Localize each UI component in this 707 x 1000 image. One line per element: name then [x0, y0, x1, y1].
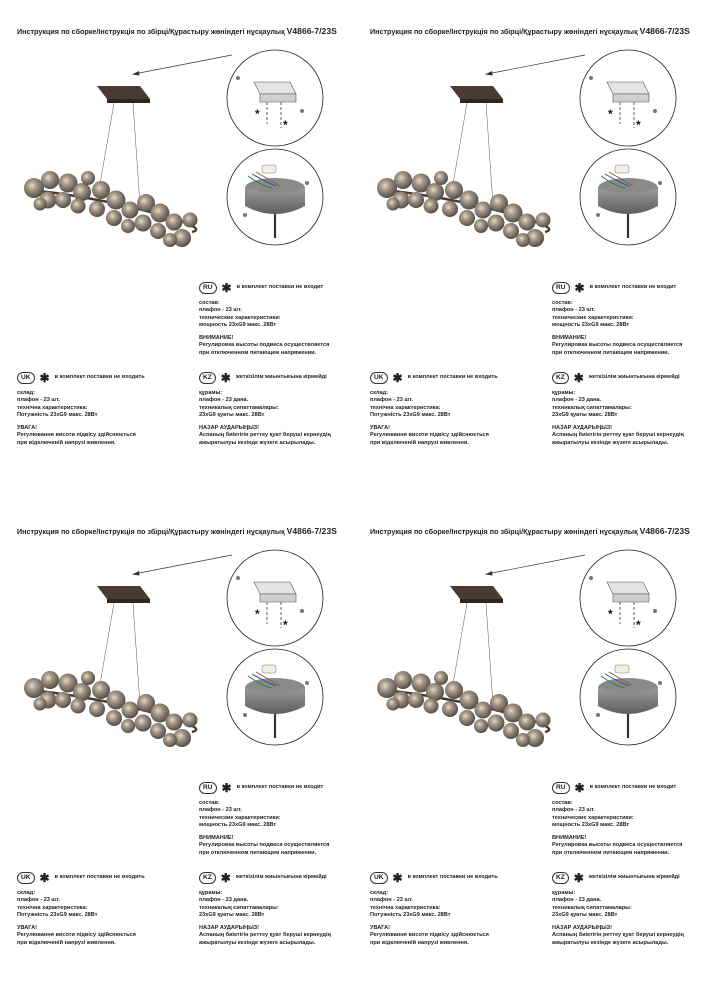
- warning-line-1: Аспаның биіктігін реттеу қуат беруші кернеудің: [199, 932, 331, 939]
- warning-title: ВНИМАНИЕ!: [552, 834, 587, 841]
- kz-section: [199, 372, 331, 447]
- specs-label: техникалық сипаттамалары:: [199, 404, 279, 411]
- warning-title: НАЗАР АУДАРЫҢЫЗ!: [552, 924, 613, 931]
- specs-label: техникалық сипаттамалары:: [552, 404, 632, 411]
- title-text: Инструкция по сборке/Інструкція по збірці/Құрастыру жөніндегі нұсқаулық: [370, 527, 638, 536]
- star-mark-icon: *: [608, 107, 613, 121]
- ceiling-bracket-detail: [580, 50, 676, 146]
- warning-title: УВАГА!: [17, 424, 38, 431]
- warning-line-1: Регулювання висоти підвісу здійснюється: [370, 932, 489, 939]
- lang-badge-ru: RU: [199, 782, 217, 794]
- shade-count: плафон - 23 шт.: [199, 807, 242, 814]
- ceiling-plate: [450, 86, 503, 103]
- warning-line-2: при відключеній напрузі живлення.: [370, 439, 469, 446]
- power-spec: мощность 23xG9 макс. 28Вт: [199, 822, 277, 829]
- specs-label: технические характеристики:: [199, 814, 281, 821]
- kz-section: [199, 872, 331, 947]
- uk-section: [17, 872, 145, 947]
- star-mark-icon: *: [283, 118, 288, 132]
- not-included-note: жеткізілім жиынтығына кірмейді: [235, 374, 327, 381]
- star-mark-icon: *: [283, 618, 288, 632]
- chandelier-illustration: [0, 500, 353, 760]
- power-spec: 23xG9 қуаты макс. 28Вт: [552, 412, 618, 419]
- lang-badge-uk: UK: [370, 372, 388, 384]
- not-included-note: в комплект поставки не входить: [407, 374, 498, 381]
- composition-label: склад:: [370, 890, 389, 896]
- warning-line-2: ажыратылуы кезінде жүзеге асырылады.: [552, 439, 669, 446]
- warning-line-2: при отключенном питающем напряжении.: [199, 849, 317, 856]
- ceiling-plate: [450, 586, 503, 603]
- warning-line-2: при отключенном питающем напряжении.: [199, 349, 317, 356]
- not-included-note: жеткізілім жиынтығына кірмейді: [588, 874, 680, 881]
- instruction-panel: [353, 0, 706, 500]
- not-included-note: в комплект поставки не входит: [236, 284, 324, 291]
- lang-badge-kz: KZ: [199, 372, 216, 384]
- detail-arrow: [485, 55, 585, 76]
- shade-count: плафон - 23 шт.: [199, 307, 242, 314]
- ru-section: [199, 782, 329, 857]
- star-mark-icon: ✱: [573, 371, 584, 385]
- lang-badge-kz: KZ: [552, 372, 569, 384]
- warning-title: ВНИМАНИЕ!: [199, 834, 234, 841]
- detail-arrow: [132, 555, 232, 576]
- composition-label: склад:: [17, 390, 36, 396]
- warning-title: НАЗАР АУДАРЫҢЫЗ!: [199, 924, 260, 931]
- star-mark-icon: ✱: [221, 781, 232, 795]
- uk-section: [370, 872, 498, 947]
- canopy-wiring-detail: [227, 149, 323, 245]
- star-mark-icon: ✱: [39, 371, 50, 385]
- lang-badge-ru: RU: [552, 282, 570, 294]
- power-spec: 23xG9 қуаты макс. 28Вт: [199, 412, 265, 419]
- warning-line-2: ажыратылуы кезінде жүзеге асырылады.: [199, 439, 316, 446]
- star-mark-icon: ✱: [573, 871, 584, 885]
- power-spec: Потужність 23xG9 макс. 28Вт: [17, 412, 98, 419]
- power-spec: 23xG9 қуаты макс. 28Вт: [552, 912, 618, 919]
- instruction-panel: [0, 0, 353, 500]
- warning-line-2: ажыратылуы кезінде жүзеге асырылады.: [552, 939, 669, 946]
- specs-label: технические характеристики:: [552, 314, 634, 321]
- not-included-note: в комплект поставки не входить: [407, 874, 498, 881]
- ru-section: [552, 282, 682, 357]
- warning-line-2: при отключенном питающем напряжении.: [552, 849, 670, 856]
- composition-label: состав:: [199, 300, 220, 306]
- specs-label: технічна характеристика:: [370, 404, 441, 411]
- star-mark-icon: ✱: [39, 871, 50, 885]
- glass-shades: [24, 171, 198, 247]
- shade-count: плафон - 23 шт.: [370, 397, 413, 404]
- shade-count: плафон - 23 дана.: [199, 397, 249, 404]
- ceiling-plate: [97, 86, 150, 103]
- lang-badge-ru: RU: [199, 282, 217, 294]
- composition-label: состав:: [552, 300, 573, 306]
- power-spec: Потужність 23xG9 макс. 28Вт: [370, 912, 451, 919]
- star-mark-icon: *: [255, 607, 260, 621]
- warning-title: ВНИМАНИЕ!: [199, 334, 234, 341]
- star-mark-icon: *: [636, 618, 641, 632]
- instruction-panel: [0, 500, 353, 1000]
- lang-badge-uk: UK: [17, 872, 35, 884]
- shade-count: плафон - 23 дана.: [552, 897, 602, 904]
- composition-label: склад:: [370, 390, 389, 396]
- glass-shades: [24, 671, 198, 747]
- not-included-note: жеткізілім жиынтығына кірмейді: [235, 874, 327, 881]
- star-mark-icon: ✱: [574, 281, 585, 295]
- not-included-note: жеткізілім жиынтығына кірмейді: [588, 374, 680, 381]
- specs-label: технічна характеристика:: [17, 404, 88, 411]
- glass-shades: [377, 671, 551, 747]
- composition-label: құрамы:: [199, 390, 223, 396]
- power-spec: мощность 23xG9 макс. 28Вт: [552, 322, 630, 329]
- uk-section: [17, 372, 145, 447]
- model-number: V4866-7/23S: [639, 26, 690, 36]
- warning-title: УВАГА!: [370, 924, 391, 931]
- specs-label: технические характеристики:: [199, 314, 281, 321]
- power-spec: 23xG9 қуаты макс. 28Вт: [199, 912, 265, 919]
- ru-section: [199, 282, 329, 357]
- ceiling-bracket-detail: [580, 550, 676, 646]
- power-spec: мощность 23xG9 макс. 28Вт: [552, 822, 630, 829]
- star-mark-icon: ✱: [220, 371, 231, 385]
- star-mark-icon: ✱: [392, 371, 403, 385]
- shade-count: плафон - 23 дана.: [552, 397, 602, 404]
- not-included-note: в комплект поставки не входить: [54, 374, 145, 381]
- warning-line-1: Регулювання висоти підвісу здійснюється: [17, 932, 136, 939]
- composition-label: состав:: [552, 800, 573, 806]
- canopy-wiring-detail: [227, 649, 323, 745]
- not-included-note: в комплект поставки не входит: [589, 784, 677, 791]
- model-number: V4866-7/23S: [639, 526, 690, 536]
- specs-label: техникалық сипаттамалары:: [552, 904, 632, 911]
- shade-count: плафон - 23 шт.: [552, 807, 595, 814]
- canopy-wiring-detail: [580, 149, 676, 245]
- kz-section: [552, 372, 684, 447]
- warning-title: НАЗАР АУДАРЫҢЫЗ!: [552, 424, 613, 431]
- warning-line-2: при відключеній напрузі живлення.: [17, 939, 116, 946]
- ceiling-bracket-detail: [227, 550, 323, 646]
- composition-label: состав:: [199, 800, 220, 806]
- lang-badge-kz: KZ: [552, 872, 569, 884]
- star-mark-icon: *: [255, 107, 260, 121]
- warning-title: ВНИМАНИЕ!: [552, 334, 587, 341]
- lang-badge-kz: KZ: [199, 872, 216, 884]
- lang-badge-uk: UK: [370, 872, 388, 884]
- warning-line-1: Аспаның биіктігін реттеу қуат беруші кернеудің: [552, 432, 684, 439]
- warning-line-2: при відключеній напрузі живлення.: [370, 939, 469, 946]
- model-number: V4866-7/23S: [286, 26, 337, 36]
- star-mark-icon: ✱: [221, 281, 232, 295]
- detail-arrow: [132, 55, 232, 76]
- star-mark-icon: ✱: [392, 871, 403, 885]
- warning-line-2: ажыратылуы кезінде жүзеге асырылады.: [199, 939, 316, 946]
- model-number: V4866-7/23S: [286, 526, 337, 536]
- chandelier-illustration: [353, 500, 706, 760]
- warning-line-1: Регулювання висоти підвісу здійснюється: [370, 432, 489, 439]
- specs-label: технічна характеристика:: [370, 904, 441, 911]
- warning-line-1: Регулировка высоты подвеса осуществляется: [199, 842, 330, 849]
- warning-title: НАЗАР АУДАРЫҢЫЗ!: [199, 424, 260, 431]
- canopy-wiring-detail: [580, 649, 676, 745]
- detail-arrow: [485, 555, 585, 576]
- warning-line-1: Регулировка высоты подвеса осуществляется: [552, 342, 683, 349]
- warning-line-1: Аспаның биіктігін реттеу қуат беруші кернеудің: [552, 932, 684, 939]
- title-text: Инструкция по сборке/Інструкція по збірці/Құрастыру жөніндегі нұсқаулық: [370, 27, 638, 36]
- power-spec: Потужність 23xG9 макс. 28Вт: [17, 912, 98, 919]
- specs-label: техникалық сипаттамалары:: [199, 904, 279, 911]
- lang-badge-ru: RU: [552, 782, 570, 794]
- star-mark-icon: *: [608, 607, 613, 621]
- composition-label: құрамы:: [552, 390, 576, 396]
- chandelier-illustration: [0, 0, 353, 260]
- not-included-note: в комплект поставки не входить: [54, 874, 145, 881]
- not-included-note: в комплект поставки не входит: [589, 284, 677, 291]
- ru-section: [552, 782, 682, 857]
- composition-label: құрамы:: [552, 890, 576, 896]
- specs-label: технічна характеристика:: [17, 904, 88, 911]
- shade-count: плафон - 23 шт.: [370, 897, 413, 904]
- warning-line-1: Регулювання висоти підвісу здійснюється: [17, 432, 136, 439]
- warning-line-2: при відключеній напрузі живлення.: [17, 439, 116, 446]
- glass-shades: [377, 171, 551, 247]
- composition-label: склад:: [17, 890, 36, 896]
- shade-count: плафон - 23 шт.: [552, 307, 595, 314]
- warning-line-2: при отключенном питающем напряжении.: [552, 349, 670, 356]
- lang-badge-uk: UK: [17, 372, 35, 384]
- shade-count: плафон - 23 шт.: [17, 397, 60, 404]
- star-mark-icon: ✱: [574, 781, 585, 795]
- warning-title: УВАГА!: [17, 924, 38, 931]
- composition-label: құрамы:: [199, 890, 223, 896]
- chandelier-illustration: [353, 0, 706, 260]
- warning-line-1: Регулировка высоты подвеса осуществляется: [199, 342, 330, 349]
- shade-count: плафон - 23 шт.: [17, 897, 60, 904]
- warning-line-1: Аспаның биіктігін реттеу қуат беруші кернеудің: [199, 432, 331, 439]
- power-spec: мощность 23xG9 макс. 28Вт: [199, 322, 277, 329]
- shade-count: плафон - 23 дана.: [199, 897, 249, 904]
- instruction-panel: [353, 500, 706, 1000]
- title-text: Инструкция по сборке/Інструкція по збірці/Құрастыру жөніндегі нұсқаулық: [17, 27, 285, 36]
- star-mark-icon: *: [636, 118, 641, 132]
- star-mark-icon: ✱: [220, 871, 231, 885]
- not-included-note: в комплект поставки не входит: [236, 784, 324, 791]
- kz-section: [552, 872, 684, 947]
- warning-line-1: Регулировка высоты подвеса осуществляется: [552, 842, 683, 849]
- specs-label: технические характеристики:: [552, 814, 634, 821]
- power-spec: Потужність 23xG9 макс. 28Вт: [370, 412, 451, 419]
- title-text: Инструкция по сборке/Інструкція по збірці/Құрастыру жөніндегі нұсқаулық: [17, 527, 285, 536]
- ceiling-bracket-detail: [227, 50, 323, 146]
- ceiling-plate: [97, 586, 150, 603]
- uk-section: [370, 372, 498, 447]
- warning-title: УВАГА!: [370, 424, 391, 431]
